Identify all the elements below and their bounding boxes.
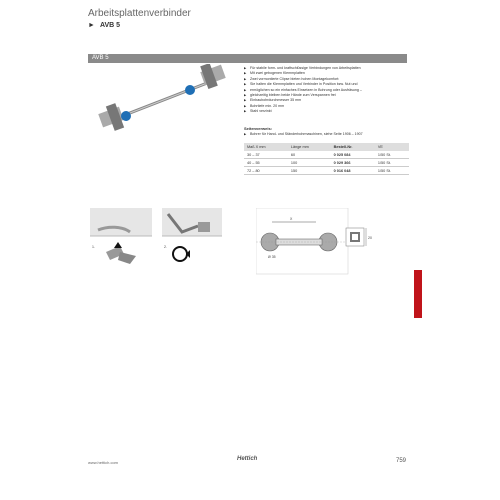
technical-drawing xyxy=(256,208,408,276)
feature-item: ▶ ermöglichen so ein einfaches Einsetzen in Bohrung oder Ausfräsung – xyxy=(244,88,409,93)
table-cell: 1/50 St. xyxy=(375,167,409,175)
hint-title: Seitenverweis: xyxy=(244,126,273,131)
page-number: 759 xyxy=(396,458,407,464)
table-cell: 0 029 366 xyxy=(331,159,375,167)
triangle-icon: ► xyxy=(88,22,95,29)
assembly-illustration-2 xyxy=(162,208,222,270)
page-subtitle xyxy=(88,22,120,29)
subtitle-text: AVB 5 xyxy=(99,22,121,29)
table-cell: 72 – 80 xyxy=(244,167,288,175)
section-bar: AVB 5 xyxy=(88,54,407,63)
table-row xyxy=(244,159,409,167)
red-index-tab xyxy=(414,270,422,318)
table-header-row xyxy=(244,143,409,151)
feature-item: ▶ Stahl verzinkt xyxy=(244,109,409,114)
dimension-label: 20 xyxy=(368,236,372,240)
table-row xyxy=(244,167,409,175)
hettich-logo: Hettich xyxy=(237,456,258,462)
hint-text: ▶ Bohrer für Hand- und Ständerbohrmaschinen, siehe Seite 1906 – 1907 xyxy=(244,132,363,136)
table-header: VE xyxy=(375,143,409,151)
feature-item: ▶ Sie halten die Klemmplatten und Verbinder in Position bzw. Nut und xyxy=(244,82,409,87)
feature-item: ▶ Mit zwei gebogenen Klemmplatten xyxy=(244,71,409,76)
product-illustration xyxy=(92,64,242,144)
table-cell: 30 – 37 xyxy=(244,151,288,159)
feature-item: ▶ Bohrtiefe min. 20 mm xyxy=(244,104,409,109)
dimension-label: Ø 35 xyxy=(268,255,276,259)
table-row xyxy=(244,151,409,159)
page-title: Arbeitsplattenverbinder xyxy=(88,8,191,19)
feature-item: ▶ gleichzeitig bleiben beide Hände zum Verspannen frei xyxy=(244,93,409,98)
table-cell: 1/50 St. xyxy=(375,151,409,159)
table-cell: 150 xyxy=(288,167,331,175)
table-cell: 60 xyxy=(288,151,331,159)
table-cell: 0 025 084 xyxy=(331,151,375,159)
table-header: Länge mm xyxy=(288,143,331,151)
step-label: 1. xyxy=(92,245,95,249)
dimension-label: X xyxy=(290,217,293,221)
step-label: 2. xyxy=(164,245,167,249)
feature-list xyxy=(244,66,409,115)
feature-item: ▶ Zwei vormontierte Clipse bieten hohen Montagekomfort: xyxy=(244,77,409,82)
table-cell: 40 – 55 xyxy=(244,159,288,167)
footer-url[interactable]: www.hettich.com xyxy=(88,460,119,465)
table-header: Maß X mm xyxy=(244,143,288,151)
table-cell: 100 xyxy=(288,159,331,167)
feature-item: ▶ Einbaubohrdurchmesser 35 mm xyxy=(244,98,409,103)
feature-item: ▶ Für stabile form- und kraftschlüssige Verbindungen von Arbeitsplatten xyxy=(244,66,409,71)
spec-table xyxy=(244,143,409,175)
table-header: Bestell-Nr. xyxy=(331,143,375,151)
assembly-illustration-1 xyxy=(90,208,152,270)
table-cell: 0 016 048 xyxy=(331,167,375,175)
table-cell: 1/50 St. xyxy=(375,159,409,167)
